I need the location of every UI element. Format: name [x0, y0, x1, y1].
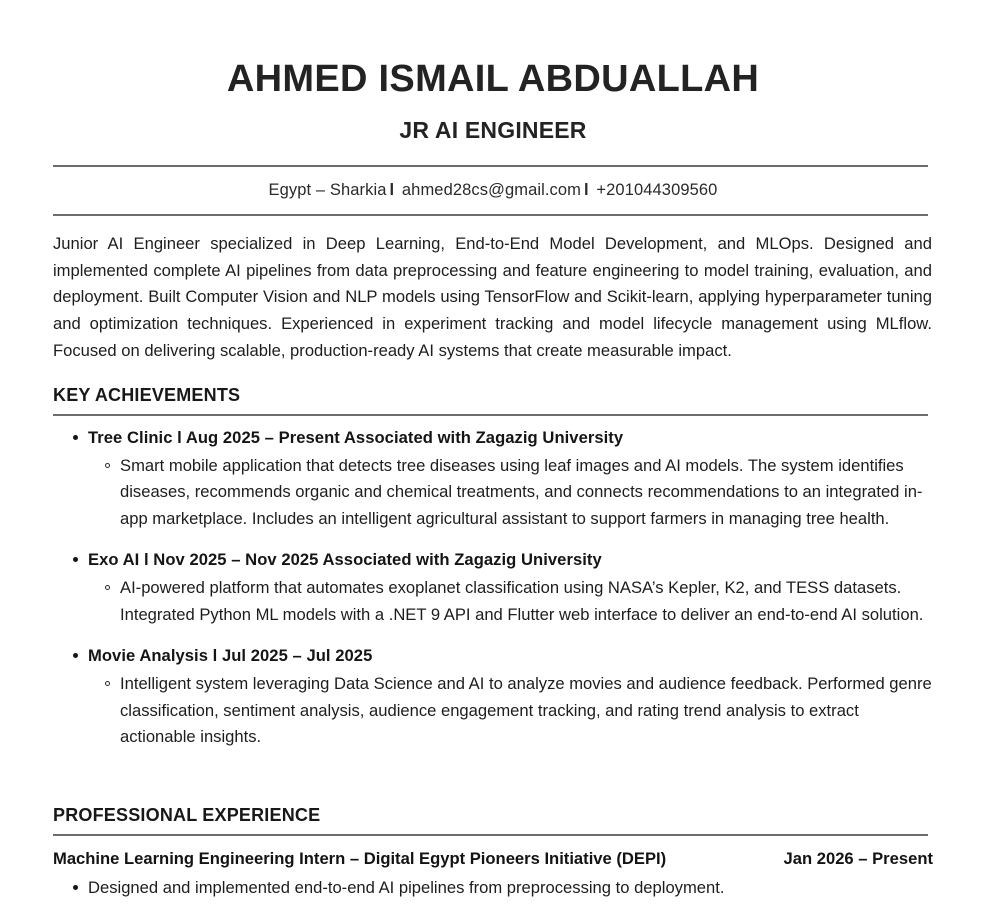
list-item: [53, 644, 933, 752]
list-item: [53, 671, 933, 752]
contact-phone[interactable]: +201044309560: [596, 180, 718, 199]
professional-experience-underline: [53, 834, 928, 836]
section-spacer: [53, 753, 933, 805]
list-item: [53, 426, 933, 534]
bullet-disc-icon: [73, 557, 78, 562]
spacer: [53, 631, 933, 644]
list-item: [53, 548, 933, 629]
bullet-disc-icon: [73, 435, 78, 440]
section-professional-experience: [53, 805, 933, 901]
candidate-name: AHMED ISMAIL ABDUALLAH: [226, 58, 760, 100]
contact-separator-2: l: [584, 180, 589, 199]
job-dates: Jan 2026 – Present: [783, 848, 933, 868]
professional-summary: Junior AI Engineer specialized in Deep Learning, End-to-End Model Development, and MLOps. Designed and implemented complete AI pipelines from data preprocessing and feature engineering to model training, evaluation, and deployment. Built Computer Vision and NLP models using TensorFlow and Scikit-learn, applying hyperparameter tuning and optimization techniques. Experienced in experiment tracking and model lifecycle management using MLflow. Focused on delivering scalable, production-ready AI systems that create measurable impact.: [53, 233, 932, 361]
key-achievements-list: [53, 426, 933, 752]
list-item: [53, 575, 933, 629]
bullet-circle-icon: [105, 585, 110, 590]
achievement-heading-text: Tree Clinic l Aug 2025 – Present Associated with Zagazig University: [88, 427, 624, 447]
professional-experience-title: PROFESSIONAL EXPERIENCE: [53, 805, 321, 826]
bullet-disc-icon: [73, 885, 78, 890]
achievement-heading: [53, 644, 933, 669]
achievement-detail-list: [53, 575, 933, 629]
contact-line: [53, 167, 933, 214]
spacer: [53, 535, 933, 548]
job-bullet-list: [53, 875, 933, 902]
achievement-detail-text: Intelligent system leveraging Data Science and AI to analyze movies and audience feedback. Performed genre classification, sentiment analysis, audience engagement tracking, and rating trend analysis to extract actionable insights.: [120, 673, 932, 747]
achievement-heading-text: Movie Analysis l Jul 2025 – Jul 2025: [88, 645, 373, 665]
key-achievements-underline: [53, 414, 928, 416]
contact-email[interactable]: ahmed28cs@gmail.com: [401, 180, 582, 199]
resume-header: [53, 0, 933, 216]
achievement-heading: [53, 548, 933, 573]
section-key-achievements: [53, 385, 933, 751]
job-entry-header: [53, 847, 933, 871]
contact-location: Egypt – Sharkia: [268, 180, 387, 199]
achievement-detail-text: Smart mobile application that detects tree diseases using leaf images and AI models. The system identifies diseases, recommends organic and chemical treatments, and connects recommendations to an integrated in-app marketplace. Includes an intelligent agricultural assistant to support farmers in managing tree health.: [120, 455, 923, 529]
bullet-disc-icon: [73, 653, 78, 658]
achievement-heading-text: Exo AI l Nov 2025 – Nov 2025 Associated with Zagazig University: [88, 550, 602, 570]
achievement-heading: [53, 426, 933, 451]
achievement-detail-list: [53, 453, 933, 534]
candidate-role: JR AI ENGINEER: [399, 116, 587, 143]
contact-separator-1: l: [389, 180, 395, 199]
job-title: Machine Learning Engineering Intern – Digital Egypt Pioneers Initiative (DEPI): [53, 848, 667, 868]
job-bullet-text: Designed and implemented end-to-end AI pipelines from preprocessing to deployment.: [88, 877, 725, 897]
header-divider-bottom: [53, 214, 928, 216]
list-item: [53, 875, 933, 902]
bullet-circle-icon: [105, 681, 110, 686]
key-achievements-title: KEY ACHIEVEMENTS: [53, 385, 241, 406]
achievement-detail-text: AI-powered platform that automates exoplanet classification using NASA’s Kepler, K2, and TESS datasets. Integrated Python ML models with a .NET 9 API and Flutter web interface to deliver an end-to-end AI solution.: [120, 578, 924, 624]
bullet-circle-icon: [105, 463, 110, 468]
list-item: [53, 453, 933, 534]
achievement-detail-list: [53, 671, 933, 752]
